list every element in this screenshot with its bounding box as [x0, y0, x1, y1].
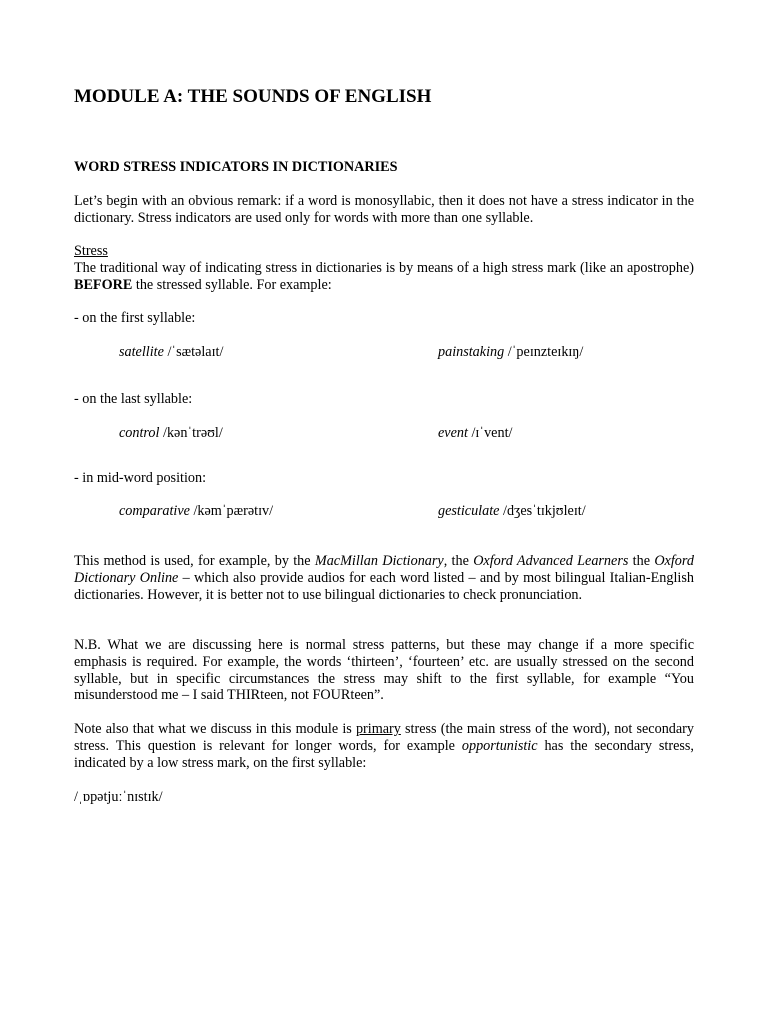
oxford-advanced-title: Oxford Advanced Learners — [473, 553, 629, 569]
example-word: gesticulate — [438, 503, 500, 519]
method-text-3: the — [628, 553, 655, 569]
oxford-online-title: Oxford Dictionary Online — [74, 553, 694, 586]
primary-stress-paragraph — [74, 721, 694, 771]
module-title: MODULE A: THE SOUNDS OF ENGLISH — [74, 86, 432, 107]
example-ipa: /ˈpeɪnzteɪkɪŋ/ — [504, 344, 584, 360]
macmillan-title: MacMillan Dictionary — [314, 553, 444, 569]
stress-subheading: Stress — [74, 243, 108, 259]
final-ipa: /ˌɒpətjuːˈnɪstɪk/ — [74, 789, 163, 805]
before-emphasis: BEFORE — [74, 276, 133, 293]
example-comparative — [119, 503, 273, 520]
method-paragraph — [74, 553, 694, 603]
first-syllable-label: - on the first syllable: — [74, 310, 196, 326]
example-painstaking — [438, 344, 583, 361]
example-satellite — [119, 344, 223, 361]
example-word: event — [438, 425, 468, 441]
example-word: comparative — [119, 503, 190, 519]
intro-paragraph: Let’s begin with an obvious remark: if a word is monosyllabic, then it does not have a stress indicator in the dictionary. Stress indicators are used only for words with more than one syllable. — [74, 193, 694, 226]
stress-paragraph — [74, 260, 694, 294]
method-text-2: , the — [443, 553, 474, 569]
mid-word-label: - in mid-word position: — [74, 470, 207, 486]
nb-paragraph: N.B. What we are discussing here is normal stress patterns, but these may change if a more specific emphasis is required. For example, the words ‘thirteen’, ‘fourteen’ etc. are usually stressed on the second syllable, but in specific circumstances the stress may shift to the first syllable, for example “You misunderstood me – I said THIRteen, not FOURteen”. — [74, 637, 694, 704]
example-word: control — [119, 425, 160, 441]
example-gesticulate — [438, 503, 586, 520]
primary-text-3: has the secondary stress, indicated by a low stress mark, on the first syllable: — [74, 737, 694, 771]
example-ipa: /ɪˈvent/ — [467, 425, 513, 441]
stress-paragraph-text-1: The traditional way of indicating stress in dictionaries is by means of a high stress mark (like an apostrophe) — [74, 260, 694, 276]
last-syllable-label: - on the last syllable: — [74, 391, 193, 407]
example-ipa: /kənˈtrəʊl/ — [159, 425, 223, 441]
example-word: satellite — [119, 344, 164, 360]
example-control — [119, 425, 223, 442]
example-ipa: /dʒesˈtɪkjʊleɪt/ — [499, 503, 586, 519]
section-heading: WORD STRESS INDICATORS IN DICTIONARIES — [74, 159, 398, 175]
primary-underlined: primary — [355, 721, 401, 737]
stress-paragraph-text-2: the stressed syllable. For example: — [132, 276, 332, 293]
example-ipa: /ˈsætəlaɪt/ — [163, 344, 224, 360]
method-text-4: – which also provide audios for each word listed – and by most bilingual Italian-English dictionaries. However, it is better not to use bilingual dictionaries to check pronunciation. — [74, 569, 694, 603]
method-text-1: This method is used, for example, by the — [74, 553, 315, 569]
primary-text-1: Note also that what we discuss in this module is — [74, 721, 356, 737]
opportunistic-word: opportunistic — [461, 737, 538, 754]
example-ipa: /kəmˈpærətɪv/ — [189, 503, 274, 519]
example-word: painstaking — [438, 344, 505, 360]
primary-text-2: stress (the main stress of the word), not secondary stress. This question is relevant for longer words, for example — [74, 721, 694, 754]
example-event — [438, 425, 512, 442]
